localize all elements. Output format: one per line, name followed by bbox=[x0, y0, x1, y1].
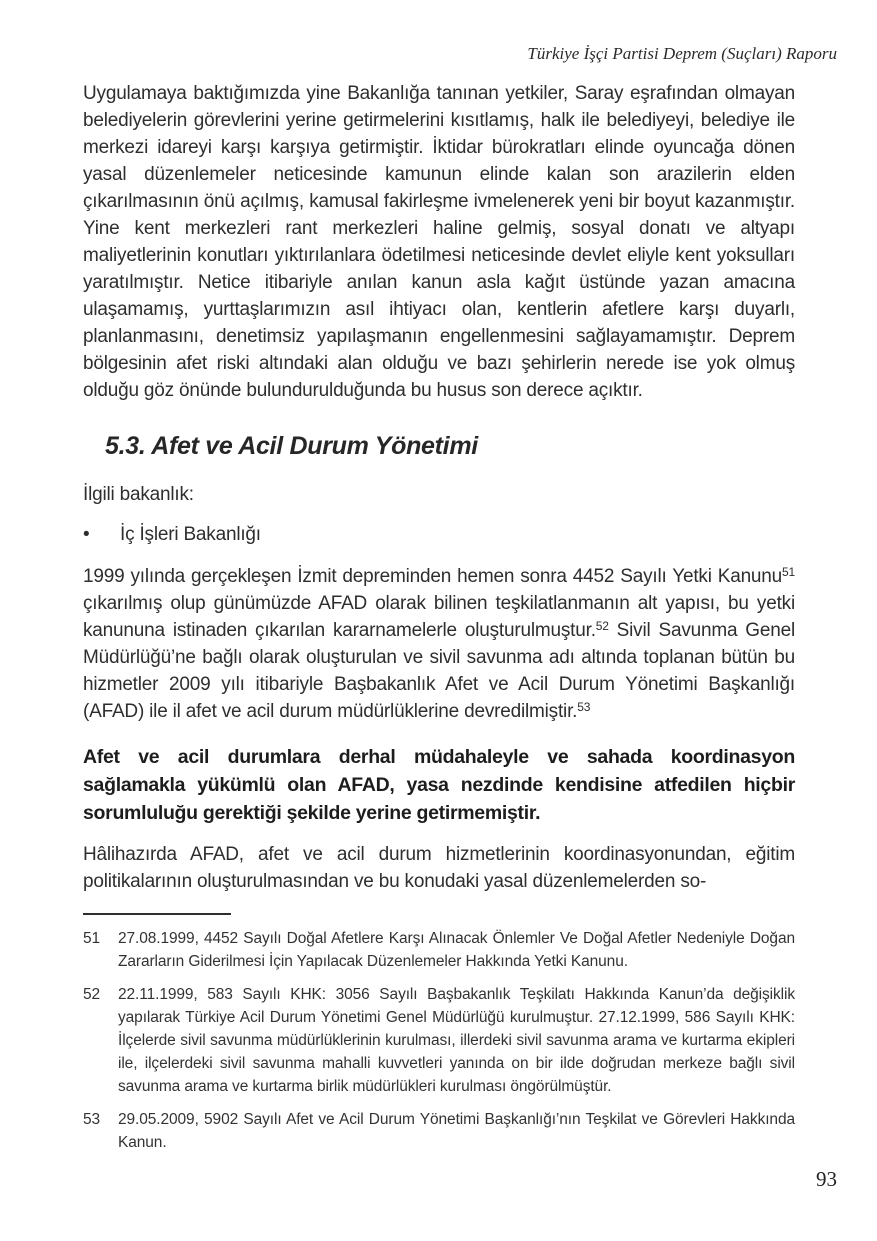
list-item-label: İç İşleri Bakanlığı bbox=[120, 524, 261, 545]
footnote-text: 27.08.1999, 4452 Sayılı Doğal Afetlere Karşı Alınacak Önlemler Ve Doğal Afetler Nedeniyle Doğan Zararların Giderilmesi İçin Yapılacak Düzenlemeler Hakkında Yetki Kanunu. bbox=[118, 930, 795, 970]
paragraph-intro: Uygulamaya baktığımızda yine Bakanlığa tanınan yetkiler, Saray eşrafından olmayan belediyelerin görevlerini yerine getirmelerini kısıtlamış, halk ile belediyeyi, belediye ile merkezi idareyi karşı karşıya getirmiştir. İktidar bürokratları elinde oyuncağa dönen yasal düzenlemeler neticesinde kamunun elinde kalan son arazilerin elden çıkarılmasının önü açılmış, kamusal fakirleşme ivmelenerek yeni bir boyut kazanmıştır. Yine kent merkezleri rant merkezleri haline gelmiş, sosyal donatı ve altyapı maliyetlerinin konutları yıktırılanlara ödetilmesi neticesinde devlet eliyle kent yoksulları yaratılmıştır. Netice itibariyle anılan kanun asla kağıt üstünde yazan amacına ulaşamamış, yurttaşlarımızın asıl ihtiyacı olan, kentlerin afetlere karşı duyarlı, planlanmasını, denetimsiz yapılaşmanın engellenmesini sağlayamamıştır. Deprem bölgesinin afet riski altındaki alan olduğu ve bazı şehirlerin nerede ise yok olmuş olduğu göz önünde bulundurulduğunda bu husus son derece açıktır. bbox=[83, 83, 795, 401]
footnote-text: 22.11.1999, 583 Sayılı KHK: 3056 Sayılı Başbakanlık Teşkilatı Hakkında Kanun’da değişiklik yapılarak Türkiye Acil Durum Yönetimi Genel Müdürlüğü kurulmuştur. 27.12.1999, 586 Sayılı KHK: İlçelerde sivil savunma müdürlüklerinin kurulması, illerdeki sivil savunma arama ve kurtarma ekipleri ile, ilçelerdeki sivil savunma mahalli kuvvetleri yanında on bir ilde doğrudan merkeze bağlı sivil savunma arama ve kurtarma birlik müdürlükleri kurulması öngörülmüştür. bbox=[118, 986, 795, 1095]
paragraph-halihazirda: Hâlihazırda AFAD, afet ve acil durum hizmetlerinin koordinasyonundan, eğitim politikalarının oluşturulmasından ve bu konudaki yasal düzenlemelerden so- bbox=[83, 844, 795, 892]
footnote-text: 29.05.2009, 5902 Sayılı Afet ve Acil Durum Yönetimi Başkanlığı’nın Teşkilat ve Görevleri Hakkında Kanun. bbox=[118, 1111, 795, 1151]
footnote-ref-51: 51 bbox=[782, 565, 795, 579]
ministry-label: İlgili bakanlık: bbox=[83, 484, 194, 505]
footnote-number: 52 bbox=[83, 986, 101, 1003]
paragraph-segment: çıkarılmış olup günümüzde AFAD olarak bilinen teşkilatlanmanın alt yapısı, bu yetki kanununa istinaden çıkarılan kararnamelerle oluşturulmuştur. bbox=[83, 593, 795, 641]
paragraph-bold-statement: Afet ve acil durumlara derhal müdahaleyle ve sahada koordinasyon sağlamakla yükümlü olan AFAD, yasa nezdinde kendisine atfedilen hiçbir sorumluluğu gerektiği şekilde yerine getirmemiştir. bbox=[83, 746, 795, 824]
footnote-number: 51 bbox=[83, 930, 101, 947]
footnote-separator bbox=[83, 913, 231, 915]
list-item bbox=[83, 521, 795, 548]
paragraph-segment: Sivil Savunma Genel Müdürlüğü’ne bağlı olarak oluşturulan ve sivil savunma adı altında toplanan bütün bu hizmetler 2009 yılı itibariyle Başbakanlık Afet ve Acil Durum Yönetimi Başkanlığı (AFAD) ile il afet ve acil durum müdürlüklerine devredilmiştir. bbox=[83, 620, 795, 722]
footnote-number: 53 bbox=[83, 1111, 101, 1128]
footnote-item bbox=[83, 983, 795, 1098]
paragraph-afad-history bbox=[83, 563, 795, 725]
page-number: 93 bbox=[816, 1167, 837, 1191]
running-header: Türkiye İşçi Partisi Deprem (Suçları) Raporu bbox=[527, 44, 837, 63]
bullet-icon: • bbox=[83, 524, 90, 545]
page-body bbox=[83, 80, 795, 1164]
footnote-item bbox=[83, 927, 795, 973]
footnote-item bbox=[83, 1108, 795, 1154]
section-heading-5-3: 5.3. Afet ve Acil Durum Yönetimi bbox=[105, 432, 478, 460]
paragraph-segment: 1999 yılında gerçekleşen İzmit depreminden hemen sonra 4452 Sayılı Yetki Kanunu bbox=[83, 566, 783, 587]
footnote-ref-52: 52 bbox=[595, 619, 609, 633]
footnote-ref-53: 53 bbox=[577, 700, 591, 714]
